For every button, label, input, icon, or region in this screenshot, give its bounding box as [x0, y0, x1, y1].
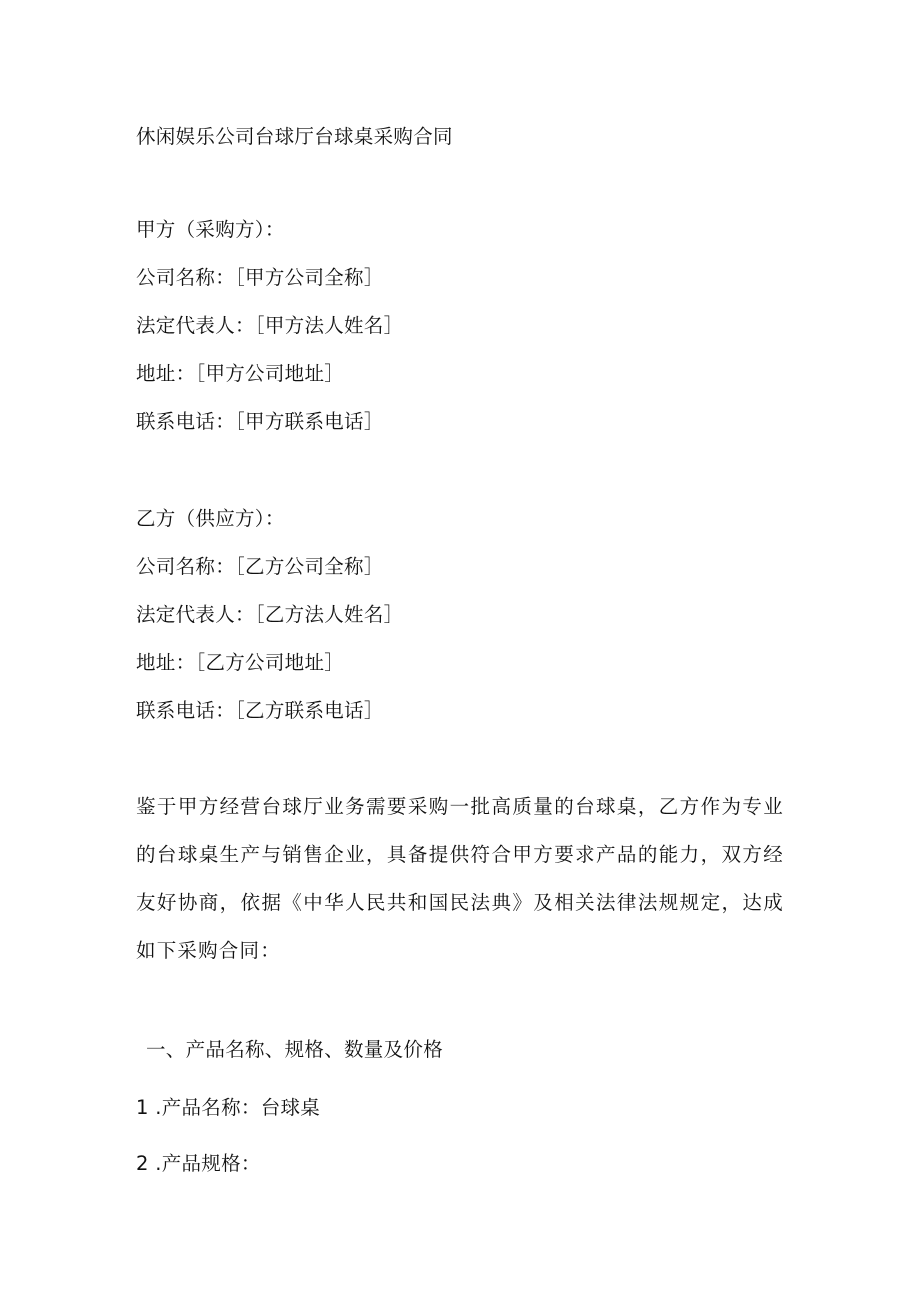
party-a-representative: 法定代表人：［甲方法人姓名］ [136, 314, 404, 337]
party-b-company: 公司名称：［乙方公司全称］ [136, 555, 384, 578]
party-b-representative: 法定代表人：［乙方法人姓名］ [136, 603, 404, 626]
party-a-phone: 联系电话：［甲方联系电话］ [136, 410, 384, 433]
section-1-item-1: 1 .产品名称：台球桌 [136, 1096, 321, 1119]
section-1-item-2: 2 .产品规格： [136, 1152, 261, 1175]
party-a-company: 公司名称：［甲方公司全称］ [136, 266, 384, 289]
party-b-heading: 乙方（供应方）： [136, 507, 285, 530]
document-title: 休闲娱乐公司台球厅台球桌采购合同 [136, 125, 453, 148]
party-a-address: 地址：［甲方公司地址］ [136, 362, 345, 385]
party-a-heading: 甲方（采购方）： [136, 218, 285, 241]
party-b-phone: 联系电话：［乙方联系电话］ [136, 699, 384, 722]
section-1-heading: 一、产品名称、规格、数量及价格 [146, 1038, 444, 1061]
party-b-address: 地址：［乙方公司地址］ [136, 651, 345, 674]
preamble-paragraph: 鉴于甲方经营台球厅业务需要采购一批高质量的台球桌，乙方作为专业的台球桌生产与销售企业，具备提供符合甲方要求产品的能力，双方经友好协商，依据《中华人民共和国民法典》及相关法律法规规定，达成如下采购合同： [136, 795, 784, 962]
